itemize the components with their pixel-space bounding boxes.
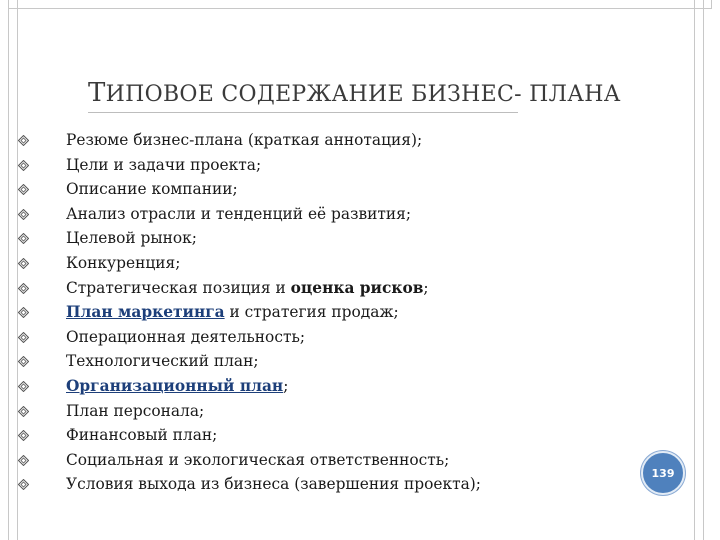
bullet-text: и стратегия продаж; [224, 303, 399, 322]
hollow-diamond-bullet-icon [18, 184, 29, 195]
bullet-item [18, 448, 481, 473]
bullet-link-text[interactable]: План маркетинга [66, 303, 225, 322]
bullet-item [18, 423, 481, 448]
bullet-text: оценка рисков [290, 278, 424, 297]
bullet-item [18, 276, 481, 301]
content-bullet-list [18, 128, 481, 497]
bullet-item [18, 349, 481, 374]
bullet-text: Условия выхода из бизнеса (завершения проекта); [66, 475, 481, 494]
hollow-diamond-bullet-icon [18, 160, 29, 171]
hollow-diamond-bullet-icon [18, 258, 29, 269]
bullet-item [18, 153, 481, 178]
frame-top-border [8, 0, 712, 9]
bullet-text: Анализ отрасли и тенденций её развития; [66, 204, 412, 223]
hollow-diamond-bullet-icon [18, 381, 29, 392]
hollow-diamond-bullet-icon [18, 209, 29, 220]
bullet-item [18, 226, 481, 251]
hollow-diamond-bullet-icon [18, 307, 29, 318]
hollow-diamond-bullet-icon [18, 283, 29, 294]
bullet-item [18, 325, 481, 350]
bullet-text: Целевой рынок; [66, 229, 197, 248]
page-number: 139 [651, 466, 675, 480]
bullet-item [18, 399, 481, 424]
frame-right-border [694, 0, 704, 540]
hollow-diamond-bullet-icon [18, 406, 29, 417]
slide-title [88, 78, 621, 108]
bullet-item [18, 177, 481, 202]
frame-left-border [8, 0, 18, 540]
hollow-diamond-bullet-icon [18, 455, 29, 466]
bullet-text: Операционная деятельность; [66, 327, 306, 346]
bullet-text: ; [283, 376, 289, 395]
bullet-item [18, 202, 481, 227]
bullet-text: План персонала; [66, 401, 205, 420]
bullet-item [18, 300, 481, 325]
hollow-diamond-bullet-icon [18, 479, 29, 490]
bullet-text: ; [423, 278, 429, 297]
bullet-item [18, 251, 481, 276]
bullet-text: Социальная и экологическая ответственность; [66, 450, 450, 469]
bullet-text: Стратегическая позиция и [66, 278, 291, 297]
hollow-diamond-bullet-icon [18, 233, 29, 244]
bullet-item [18, 472, 481, 497]
bullet-text: Конкуренция; [66, 253, 181, 272]
slide-title-rest: ИПОВОЕ СОДЕРЖАНИЕ БИЗНЕС- ПЛАНА [105, 82, 621, 107]
slide-title-initial: Т [88, 78, 106, 108]
bullet-text: Цели и задачи проекта; [66, 155, 262, 174]
hollow-diamond-bullet-icon [18, 135, 29, 146]
bullet-text: Финансовый план; [66, 426, 218, 445]
hollow-diamond-bullet-icon [18, 356, 29, 367]
hollow-diamond-bullet-icon [18, 332, 29, 343]
bullet-text: Резюме бизнес-плана (краткая аннотация); [66, 131, 423, 149]
bullet-item [18, 374, 481, 399]
bullet-link-text[interactable]: Организационный план [66, 376, 284, 395]
bullet-text: Технологический план; [66, 352, 259, 371]
bullet-text: Описание компании; [66, 180, 238, 199]
bullet-item [18, 128, 481, 153]
title-underline [88, 112, 518, 113]
hollow-diamond-bullet-icon [18, 430, 29, 441]
page-number-badge [641, 451, 685, 495]
